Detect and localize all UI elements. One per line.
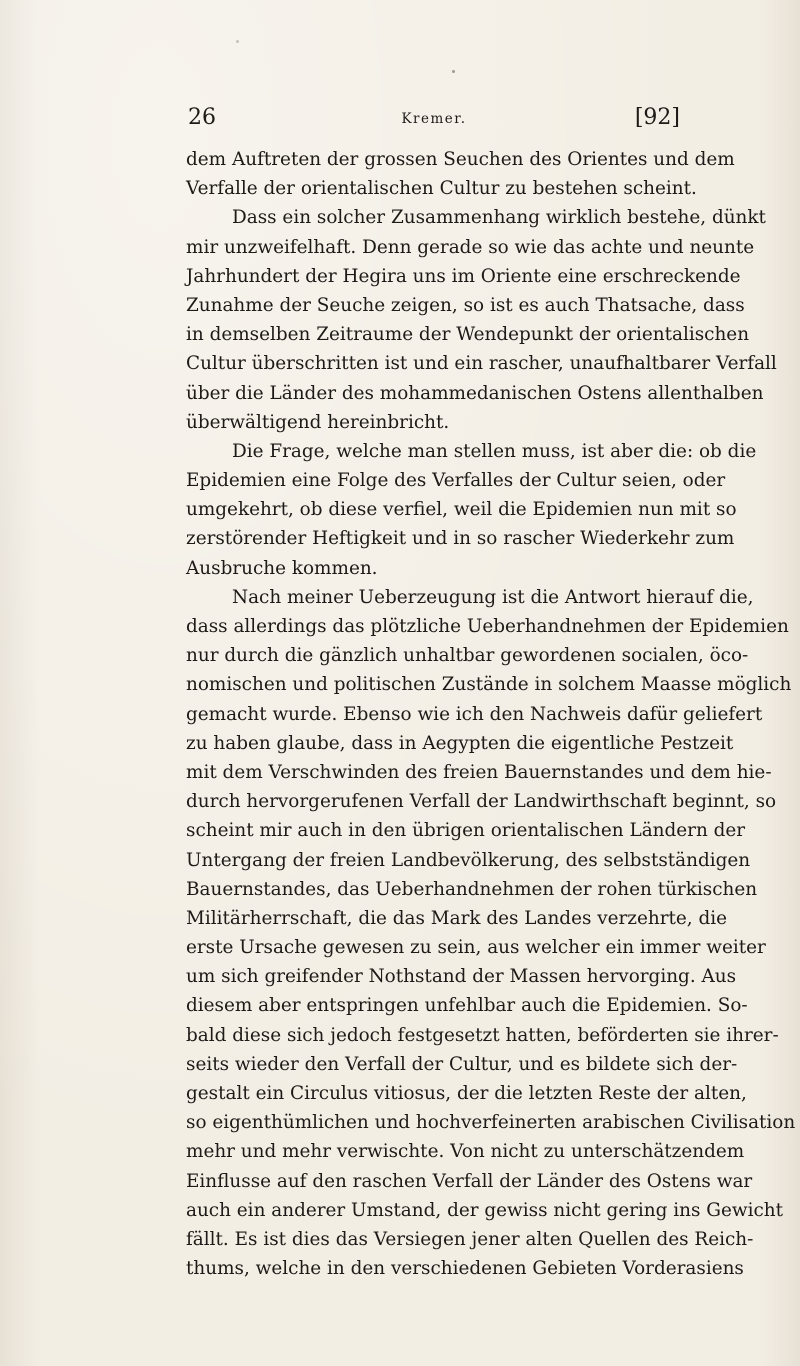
folio-reference: [92]: [634, 105, 680, 130]
text-line: überwältigend hereinbricht.: [186, 411, 450, 433]
text-line: diesem aber entspringen unfehlbar auch die Epidemien. So-: [186, 995, 748, 1017]
text-line: fällt. Es ist dies das Versiegen jener alten Quellen des Reich-: [186, 1228, 754, 1250]
text-line: erste Ursache gewesen zu sein, aus welcher ein immer weiter: [186, 937, 766, 959]
running-head: Kremer.: [401, 111, 467, 127]
text-line: Dass ein solcher Zusammenhang wirklich bestehe, dünkt: [232, 207, 766, 229]
text-line: Cultur überschritten ist und ein rascher, unaufhaltbarer Verfall: [186, 353, 777, 375]
text-line: Verfalle der orientalischen Cultur zu bestehen scheint.: [186, 178, 697, 200]
text-line: so eigenthümlichen und hochverfeinerten arabischen Civilisation: [186, 1112, 796, 1134]
paper-speck: [236, 40, 239, 43]
text-line: mir unzweifelhaft. Denn gerade so wie das achte und neunte: [186, 236, 755, 258]
text-line: durch hervorgerufenen Verfall der Landwirthschaft beginnt, so: [186, 791, 777, 813]
text-line: Einflusse auf den raschen Verfall der Länder des Ostens war: [186, 1170, 753, 1192]
text-line: mit dem Verschwinden des freien Bauernstandes und dem hie-: [186, 761, 772, 783]
text-line: Ausbruche kommen.: [186, 557, 378, 579]
text-line: über die Länder des mohammedanischen Ostens allenthalben: [186, 382, 764, 404]
text-line: gestalt ein Circulus vitiosus, der die letzten Reste der alten,: [186, 1083, 747, 1104]
text-line: in demselben Zeitraume der Wendepunkt der orientalischen: [186, 324, 750, 346]
paper-speck: [452, 70, 455, 73]
text-line: Nach meiner Ueberzeugung ist die Antwort hierauf die,: [232, 586, 754, 608]
text-line: zu haben glaube, dass in Aegypten die eigentliche Pestzeit: [186, 732, 734, 754]
body-text: [186, 145, 796, 1283]
text-line: dass allerdings das plötzliche Ueberhandnehmen der Epidemien: [186, 616, 789, 637]
text-line: gemacht wurde. Ebenso wie ich den Nachweis dafür geliefert: [186, 703, 763, 725]
text-line: bald diese sich jedoch festgesetzt hatten, beförderten sie ihrer-: [186, 1024, 779, 1046]
text-line: Die Frage, welche man stellen muss, ist aber die: ob die: [232, 440, 757, 462]
text-line: Bauernstandes, das Ueberhandnehmen der rohen türkischen: [186, 878, 758, 900]
text-line: umgekehrt, ob diese verfiel, weil die Epidemien nun mit so: [186, 499, 737, 521]
text-line: um sich greifender Nothstand der Massen hervorging. Aus: [186, 966, 737, 988]
text-line: Militärherrschaft, die das Mark des Landes verzehrte, die: [186, 907, 728, 929]
text-line: mehr und mehr verwischte. Von nicht zu unterschätzendem: [186, 1141, 745, 1163]
text-line: dem Auftreten der grossen Seuchen des Orientes und dem: [186, 149, 735, 170]
text-line: Epidemien eine Folge des Verfalles der Cultur seien, oder: [186, 470, 726, 492]
text-line: Jahrhundert der Hegira uns im Oriente eine erschreckende: [186, 265, 741, 287]
text-line: zerstörender Heftigkeit und in so rascher Wiederkehr zum: [186, 528, 735, 550]
text-line: auch ein anderer Umstand, der gewiss nicht gering ins Gewicht: [186, 1199, 784, 1221]
text-line: nur durch die gänzlich unhaltbar gewordenen socialen, öco-: [186, 645, 749, 667]
text-line: seits wieder den Verfall der Cultur, und es bildete sich der-: [186, 1053, 738, 1075]
text-line: Untergang der freien Landbevölkerung, des selbstständigen: [186, 849, 751, 871]
page-number: 26: [188, 105, 216, 130]
text-line: Zunahme der Seuche zeigen, so ist es auch Thatsache, dass: [186, 294, 745, 316]
text-line: scheint mir auch in den übrigen orientalischen Ländern der: [186, 820, 746, 842]
page-header: [188, 103, 680, 133]
text-line: nomischen und politischen Zustände in solchem Maasse möglich: [186, 674, 792, 696]
text-line: thums, welche in den verschiedenen Gebieten Vorderasiens: [186, 1258, 744, 1280]
